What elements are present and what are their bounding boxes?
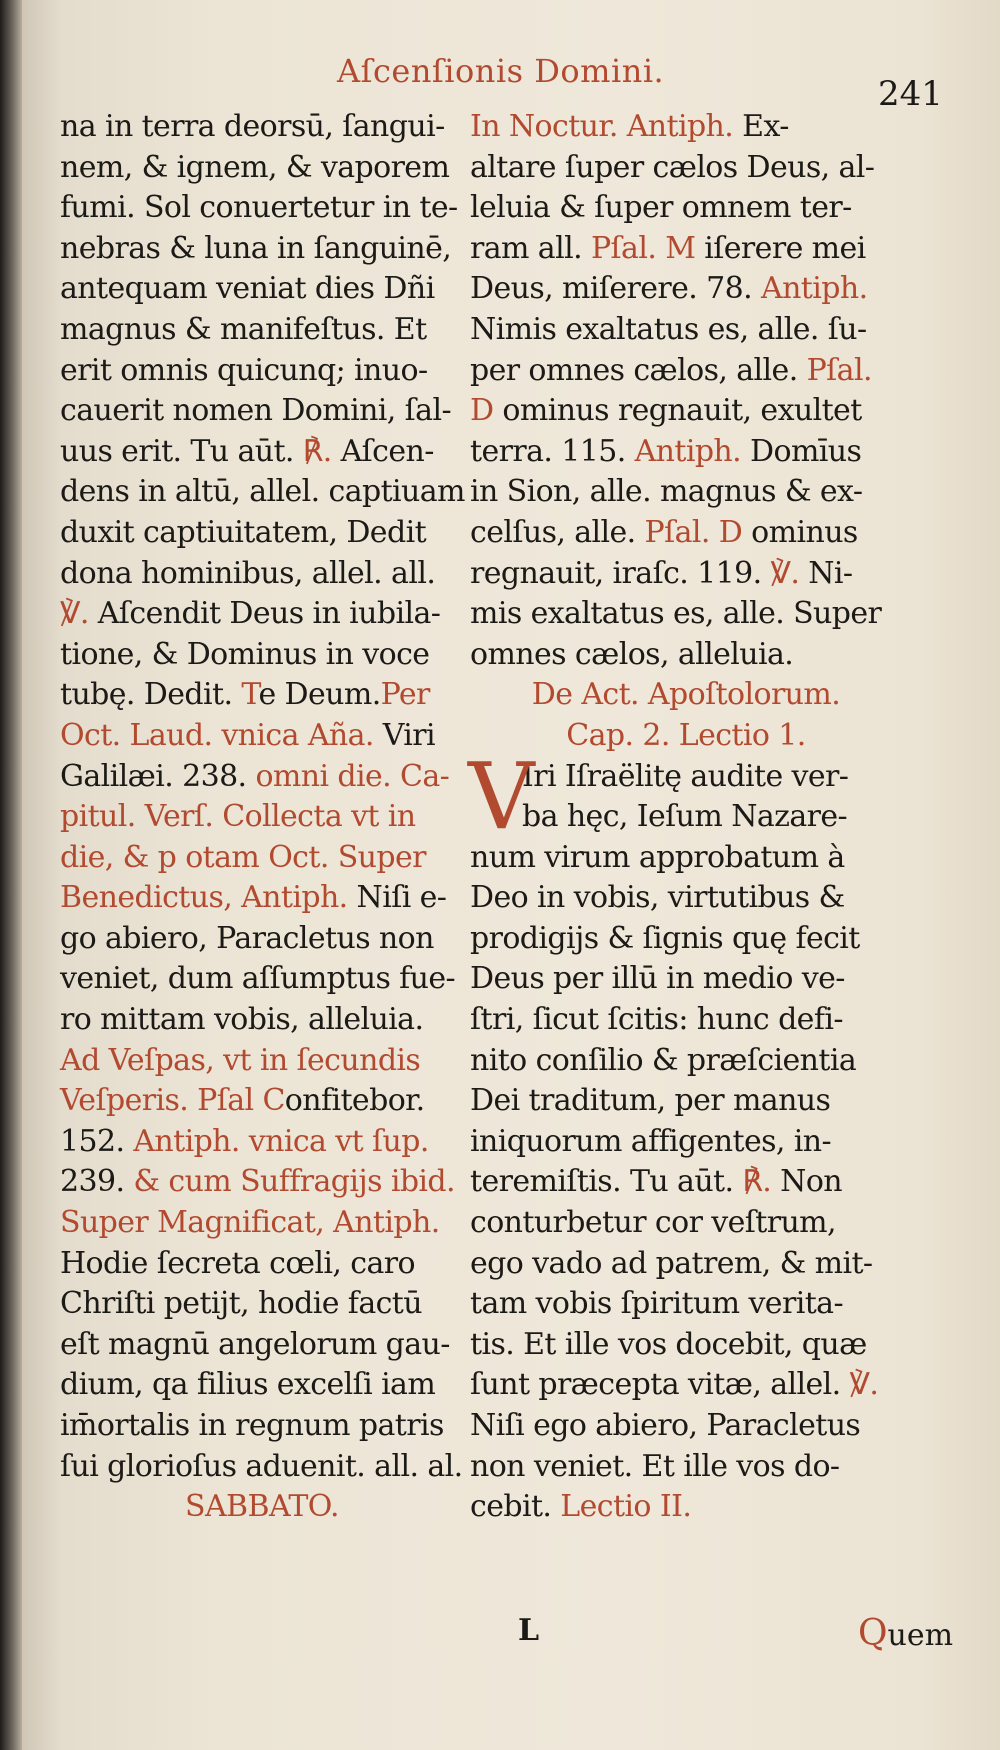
text-line — [470, 1447, 902, 1488]
drop-cap: V — [468, 742, 534, 850]
body-text: uus erit. Tu aūt. — [60, 433, 303, 469]
body-text: conturbetur cor veſtrum, — [470, 1205, 836, 1241]
body-text: fumi. Sol conuertetur in te- — [60, 190, 458, 226]
text-line — [470, 1162, 902, 1203]
text-line — [60, 432, 464, 473]
text-line — [470, 432, 902, 473]
rubric-text: Ad Veſpas, vt in ſecundis — [60, 1042, 421, 1078]
body-text: tam vobis ſpiritum verita- — [470, 1286, 843, 1322]
text-line — [60, 635, 464, 676]
body-text: Hodie ſecreta cœli, caro — [60, 1245, 415, 1281]
text-line — [60, 310, 464, 351]
text-line — [470, 148, 902, 189]
body-text: ego vado ad patrem, & mit- — [470, 1245, 873, 1281]
body-text: ſtri, ſicut ſcitis: hunc defi- — [470, 1002, 843, 1038]
rubric-text: De Act. Apoſtolorum. — [531, 677, 841, 713]
text-line — [470, 472, 902, 513]
rubric-text: SABBATO. — [185, 1489, 339, 1525]
text-line — [60, 878, 464, 919]
body-text: dona hominibus, allel. all. — [60, 555, 436, 591]
body-text: Aſcen- — [331, 433, 434, 469]
body-text: tis. Et ille vos docebit, quæ — [470, 1326, 867, 1362]
body-text: antequam veniat dies Dñi — [60, 271, 435, 307]
body-text: nito conſilio & præſcientia — [470, 1042, 857, 1078]
body-text: Non — [771, 1164, 843, 1200]
catchword-initial: Q — [858, 1613, 888, 1654]
body-text: Deus, miſerere. 78. — [470, 271, 762, 307]
text-line — [60, 675, 464, 716]
page-gutter-shadow — [0, 0, 22, 1750]
body-text: Galilæi. 238. — [60, 758, 256, 794]
body-text: 239. — [60, 1164, 134, 1200]
rubric-text: ℣. — [770, 555, 800, 591]
text-line — [60, 188, 464, 229]
rubric-text: Super Magnificat, Antiph. — [60, 1205, 440, 1241]
body-text: ram all. — [470, 230, 591, 266]
text-line — [470, 1000, 902, 1041]
rubric-text: Pſal. D — [644, 514, 743, 550]
text-line — [470, 1284, 902, 1325]
text-line — [60, 959, 464, 1000]
body-text: veniet, dum aſſumptus fue- — [60, 961, 456, 997]
text-line — [60, 1365, 464, 1406]
rubric-text: Oct. Laud. vnica Aña. — [60, 717, 374, 753]
text-line — [60, 1000, 464, 1041]
rubric-text: T — [241, 677, 259, 713]
text-line — [470, 635, 902, 676]
body-text: Niſi ego abiero, Paracletus — [470, 1408, 861, 1443]
body-text: 152. — [60, 1123, 134, 1159]
body-text: Deus per illū in medio ve- — [470, 961, 845, 997]
running-head: Aſcenſionis Domini. — [337, 52, 665, 90]
body-text: cebit. — [470, 1489, 561, 1525]
signature-mark: L — [518, 1613, 540, 1648]
body-text: ba hęc, Ieſum Nazare- — [522, 799, 848, 835]
body-text: altare ſuper cælos Deus, al- — [470, 149, 875, 185]
rubric-text: ℟. — [302, 433, 332, 469]
body-text: Iri Iſraëlitę audite ver- — [522, 758, 849, 794]
book-page — [22, 0, 1000, 1750]
body-text: omnes cælos, alleluia. — [470, 636, 794, 672]
text-line — [470, 351, 902, 392]
body-text: Dei traditum, per manus — [470, 1083, 831, 1119]
rubric-text: Antiph. vnica vt ſup. — [133, 1123, 429, 1159]
text-line — [60, 797, 464, 838]
body-text: ominus regnauit, exultet — [493, 393, 862, 429]
rubric-text: die, & p otam Oct. Super — [60, 839, 426, 875]
rubric-text: Veſperis. Pſal — [60, 1083, 263, 1119]
text-line — [60, 554, 464, 595]
body-text: na in terra deorsū, ſangui- — [60, 109, 445, 144]
body-text: num virum approbatum à — [470, 839, 845, 875]
text-line — [60, 269, 464, 310]
body-text: cauerit nomen Domini, ſal- — [60, 393, 451, 429]
text-line — [470, 1487, 902, 1528]
text-line — [470, 513, 902, 554]
text-line — [470, 1203, 902, 1244]
body-text: iſerere mei — [695, 230, 866, 266]
body-text: go abiero, Paracletus non — [60, 920, 434, 956]
rubric-text: C — [262, 1083, 285, 1119]
body-text: tione, & Dominus in voce — [60, 636, 430, 672]
body-text: dens in altū, allel. captiuam — [60, 474, 465, 510]
rubric-text: Cap. 2. Lectio 1. — [566, 717, 806, 753]
rubric-text: & cum Suffragijs ibid. — [133, 1164, 455, 1200]
text-line — [60, 351, 464, 392]
rubric-text: Benedictus, Antiph. — [60, 880, 348, 916]
body-text: regnauit, iraſc. 119. — [470, 555, 771, 591]
text-line — [470, 269, 902, 310]
body-text: prodigijs & ſignis quę fecit — [470, 920, 860, 956]
text-line — [60, 1162, 464, 1203]
text-line — [60, 1447, 464, 1488]
text-line — [60, 1487, 464, 1528]
body-text: nem, & ignem, & vaporem — [60, 149, 450, 185]
body-text: magnus & manifeſtus. Et — [60, 311, 427, 347]
rubric-text: Per — [380, 677, 430, 713]
rubric-text: Antiph. — [634, 433, 742, 469]
text-line — [60, 1284, 464, 1325]
text-line — [60, 1244, 464, 1285]
text-line — [60, 838, 464, 879]
text-line — [470, 594, 902, 635]
body-text: ro mittam vobis, alleluia. — [60, 1002, 424, 1038]
body-text: celſus, alle. — [470, 514, 645, 550]
body-text: erit omnis quicunq; inuo- — [60, 352, 428, 388]
text-line — [60, 919, 464, 960]
rubric-text: pitul. Verſ. Collecta vt in — [60, 799, 416, 835]
body-text: in Sion, alle. magnus & ex- — [470, 474, 863, 510]
body-text: duxit captiuitatem, Dedit — [60, 514, 427, 550]
text-line — [60, 757, 464, 798]
body-text: teremiſtis. Tu aūt. — [470, 1164, 743, 1200]
text-line — [60, 1081, 464, 1122]
body-text: Domīus — [741, 433, 862, 469]
text-line — [60, 594, 464, 635]
text-line — [470, 1041, 902, 1082]
body-text: Deo in vobis, virtutibus & — [470, 880, 845, 916]
text-line — [60, 1041, 464, 1082]
text-line — [470, 1406, 902, 1447]
text-line — [60, 1325, 464, 1366]
body-text: onfitebor. — [284, 1083, 425, 1119]
body-text: eſt magnū angelorum gau- — [60, 1326, 450, 1362]
text-line — [470, 919, 902, 960]
body-text: terra. 115. — [470, 433, 635, 469]
rubric-text: ℟. — [742, 1164, 772, 1200]
rubric-text: ℣. — [60, 596, 89, 632]
rubric-text: Antiph. — [761, 271, 868, 307]
text-line — [60, 1203, 464, 1244]
text-line — [60, 107, 464, 148]
text-line — [470, 838, 902, 879]
text-line — [470, 1325, 902, 1366]
rubric-text: Pſal. M — [590, 230, 696, 266]
text-line — [60, 472, 464, 513]
text-line — [470, 391, 902, 432]
text-line — [60, 148, 464, 189]
text-line — [60, 229, 464, 270]
text-line — [470, 959, 902, 1000]
body-text: tubę. Dedit. — [60, 677, 242, 713]
text-line — [470, 229, 902, 270]
body-text: Viri — [373, 717, 436, 753]
body-text: nebras & luna in ſanguinē, — [60, 230, 452, 266]
body-text: ſui glorioſus aduenit. all. al. — [60, 1448, 463, 1484]
text-line — [470, 1122, 902, 1163]
body-text: e Deum. — [258, 677, 381, 713]
rubric-text: ℣. — [849, 1367, 879, 1403]
rubric-text: omni die. Ca- — [255, 758, 450, 794]
body-text: dium, qa filius excelſi iam — [60, 1367, 436, 1403]
body-text: mis exaltatus es, alle. Super — [470, 596, 882, 632]
text-line — [470, 1244, 902, 1285]
body-text: Aſcendit Deus in iubila- — [88, 596, 441, 632]
text-line — [470, 878, 902, 919]
text-line — [470, 107, 902, 148]
text-line — [60, 1406, 464, 1447]
body-text: im̄ortalis in regnum patris — [60, 1408, 444, 1443]
text-line — [470, 675, 902, 716]
text-line — [470, 554, 902, 595]
text-line — [470, 1081, 902, 1122]
body-text: Niſi e- — [347, 880, 447, 916]
rubric-text: In Noctur. Antiph. — [470, 109, 734, 144]
body-text: Nimis exaltatus es, alle. ſu- — [470, 311, 867, 347]
text-line — [470, 310, 902, 351]
body-text: Ni- — [799, 555, 853, 591]
body-text: Chriſti petijt, hodie factū — [60, 1286, 422, 1322]
body-text: Ex- — [733, 109, 789, 144]
left-column — [60, 107, 464, 1528]
right-column — [470, 107, 902, 1528]
catchword — [858, 1613, 953, 1654]
page-number: 241 — [878, 74, 943, 114]
body-text: ſunt præcepta vitæ, allel. — [470, 1367, 850, 1403]
rubric-text: Pſal. — [806, 352, 872, 388]
body-text: iniquorum affigentes, in- — [470, 1123, 832, 1159]
text-line — [470, 1365, 902, 1406]
text-line — [470, 716, 902, 757]
text-line — [470, 188, 902, 229]
text-line — [60, 391, 464, 432]
body-text: per omnes cælos, alle. — [470, 352, 807, 388]
text-line — [60, 513, 464, 554]
body-text: ominus — [742, 514, 858, 550]
body-text: non veniet. Et ille vos do- — [470, 1448, 840, 1484]
rubric-text: D — [470, 393, 494, 429]
text-line — [60, 1122, 464, 1163]
rubric-text: Lectio II. — [560, 1489, 692, 1525]
text-line — [470, 797, 902, 838]
body-text: leluia & ſuper omnem ter- — [470, 190, 852, 226]
catchword-rest: uem — [887, 1618, 954, 1653]
text-line — [60, 716, 464, 757]
